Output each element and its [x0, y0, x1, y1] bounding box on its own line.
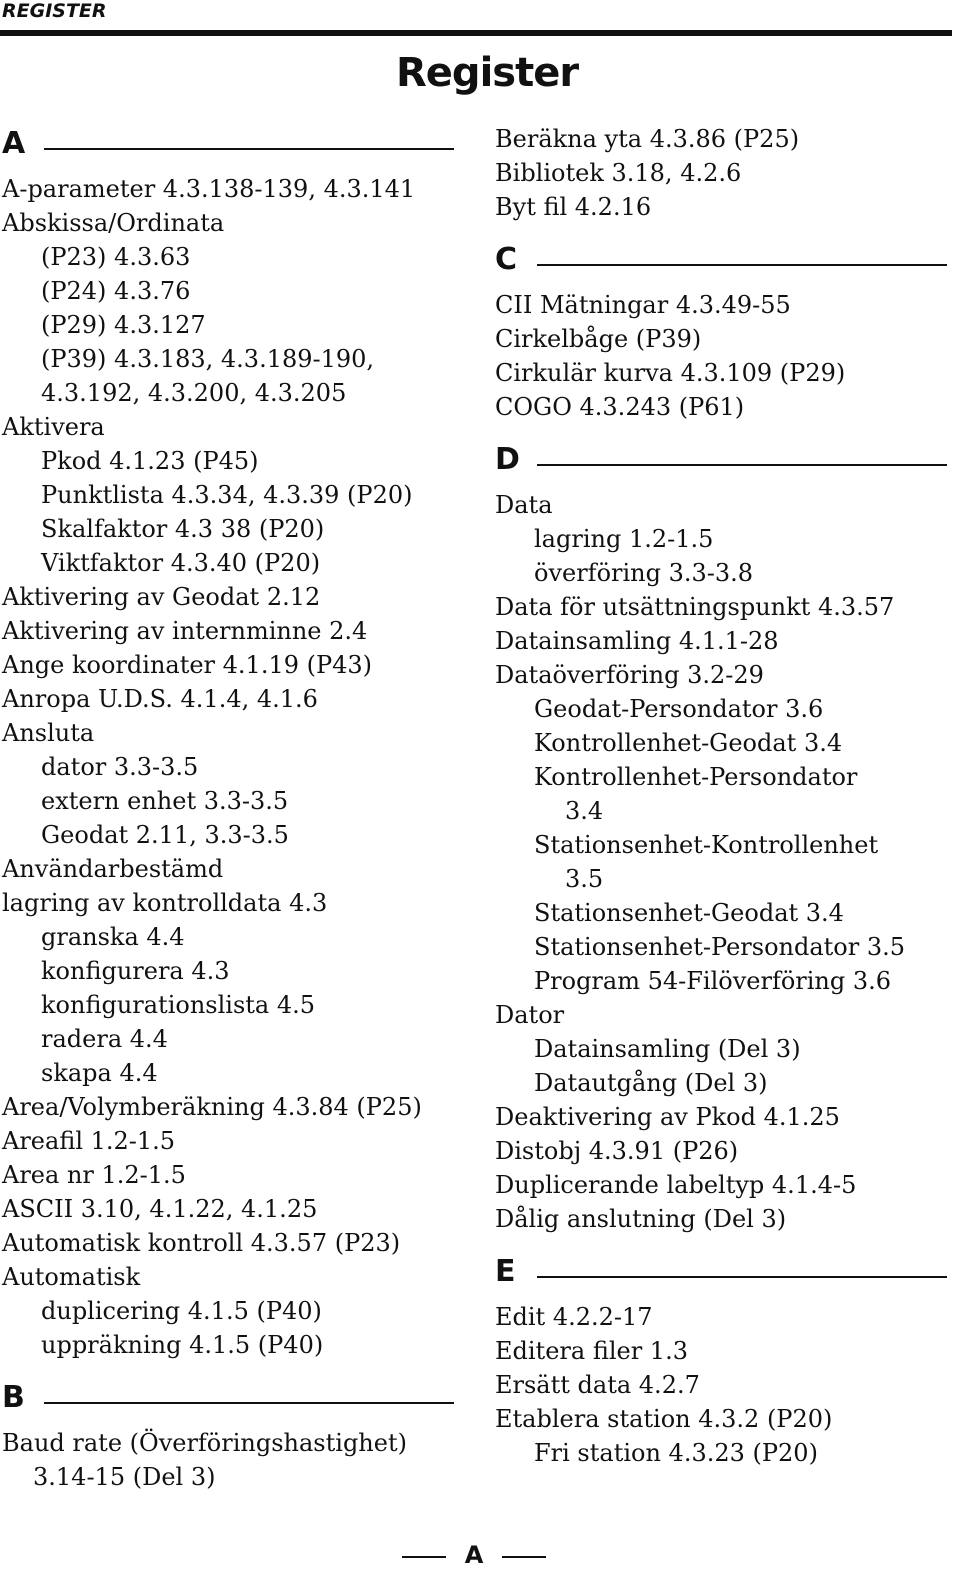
page-title: Register [396, 50, 579, 96]
section-heading-b [2, 1376, 462, 1426]
index-entry: Data för utsättningspunkt 4.3.57 [495, 593, 895, 621]
index-entry: A-parameter 4.3.138-139, 4.3.141 [2, 175, 416, 203]
section-letter: C [495, 242, 518, 277]
index-entry: Cirkelbåge (P39) [495, 325, 702, 353]
section-rule [537, 464, 947, 466]
section-rule [44, 1402, 454, 1404]
index-entry: 3.4 [565, 797, 604, 825]
index-entry: (P39) 4.3.183, 4.3.189-190, [41, 345, 375, 373]
section-rule [44, 148, 454, 150]
section-letter: D [495, 442, 520, 477]
section-heading-d [495, 438, 955, 488]
index-entry: överföring 3.3-3.8 [534, 559, 754, 587]
index-entry: Beräkna yta 4.3.86 (P25) [495, 125, 800, 153]
index-entry: Aktivera [2, 413, 105, 441]
index-entry: Stationsenhet-Kontrollenhet [534, 831, 879, 859]
section-letter: E [495, 1254, 516, 1289]
section-letter: B [2, 1380, 25, 1415]
index-entry: Automatisk [2, 1263, 141, 1291]
index-entry: Bibliotek 3.18, 4.2.6 [495, 159, 742, 187]
index-entry: Cirkulär kurva 4.3.109 (P29) [495, 359, 846, 387]
header-rule [0, 30, 952, 36]
index-entry: Datainsamling 4.1.1-28 [495, 627, 779, 655]
index-entry: Editera filer 1.3 [495, 1337, 688, 1365]
section-rule [537, 1276, 947, 1278]
index-entry: (P23) 4.3.63 [41, 243, 191, 271]
index-entry: 3.5 [565, 865, 604, 893]
index-entry: Datainsamling (Del 3) [534, 1035, 801, 1063]
index-entry: radera 4.4 [41, 1025, 168, 1053]
index-entry: Duplicerande labeltyp 4.1.4-5 [495, 1171, 857, 1199]
index-entry: Punktlista 4.3.34, 4.3.39 (P20) [41, 481, 413, 509]
index-entry: Dator [495, 1001, 565, 1029]
index-entry: Byt fil 4.2.16 [495, 193, 652, 221]
index-entry: Ange koordinater 4.1.19 (P43) [2, 651, 373, 679]
index-entry: granska 4.4 [41, 923, 185, 951]
index-entry: uppräkning 4.1.5 (P40) [41, 1331, 324, 1359]
index-entry: Skalfaktor 4.3 38 (P20) [41, 515, 325, 543]
index-entry: Stationsenhet-Geodat 3.4 [534, 899, 844, 927]
section-heading-a [2, 122, 462, 172]
index-entry: Datautgång (Del 3) [534, 1069, 768, 1097]
index-entry: Abskissa/Ordinata [2, 209, 225, 237]
index-entry: extern enhet 3.3-3.5 [41, 787, 289, 815]
index-entry: Geodat-Persondator 3.6 [534, 695, 824, 723]
index-entry: Kontrollenhet-Persondator [534, 763, 858, 791]
index-entry: Dålig anslutning (Del 3) [495, 1205, 787, 1233]
index-entry: Geodat 2.11, 3.3-3.5 [41, 821, 289, 849]
index-entry: COGO 4.3.243 (P61) [495, 393, 745, 421]
index-entry: lagring av kontrolldata 4.3 [2, 889, 328, 917]
index-entry: Anropa U.D.S. 4.1.4, 4.1.6 [2, 685, 318, 713]
index-entry: 3.14-15 (Del 3) [33, 1463, 216, 1491]
index-entry: Kontrollenhet-Geodat 3.4 [534, 729, 843, 757]
index-entry: skapa 4.4 [41, 1059, 158, 1087]
index-entry: konfigurera 4.3 [41, 957, 230, 985]
index-entry: (P24) 4.3.76 [41, 277, 191, 305]
index-entry: Ersätt data 4.2.7 [495, 1371, 700, 1399]
footer-letter: A [464, 1541, 484, 1569]
index-entry: dator 3.3-3.5 [41, 753, 199, 781]
index-entry: Ansluta [2, 719, 95, 747]
index-entry: Användarbestämd [2, 855, 224, 883]
index-entry: Aktivering av internminne 2.4 [2, 617, 368, 645]
index-entry: CII Mätningar 4.3.49-55 [495, 291, 791, 319]
section-heading-c [495, 238, 955, 288]
footer-rule-right [502, 1556, 546, 1558]
index-entry: Edit 4.2.2-17 [495, 1303, 653, 1331]
index-entry: Automatisk kontroll 4.3.57 (P23) [2, 1229, 401, 1257]
running-head: REGISTER [2, 0, 107, 22]
index-entry: Deaktivering av Pkod 4.1.25 [495, 1103, 840, 1131]
index-entry: 4.3.192, 4.3.200, 4.3.205 [41, 379, 347, 407]
index-entry: Area/Volymberäkning 4.3.84 (P25) [2, 1093, 422, 1121]
index-entry: (P29) 4.3.127 [41, 311, 206, 339]
index-entry: Baud rate (Överföringshastighet) [2, 1429, 407, 1457]
index-entry: Data [495, 491, 553, 519]
index-entry: duplicering 4.1.5 (P40) [41, 1297, 322, 1325]
index-entry: Etablera station 4.3.2 (P20) [495, 1405, 833, 1433]
index-entry: Viktfaktor 4.3.40 (P20) [41, 549, 321, 577]
index-entry: Dataöverföring 3.2-29 [495, 661, 764, 689]
footer-rule-left [402, 1556, 446, 1558]
index-entry: Pkod 4.1.23 (P45) [41, 447, 259, 475]
index-entry: Areafil 1.2-1.5 [2, 1127, 176, 1155]
section-rule [537, 264, 947, 266]
index-entry: Aktivering av Geodat 2.12 [2, 583, 321, 611]
index-entry: Area nr 1.2-1.5 [2, 1161, 186, 1189]
section-letter: A [2, 126, 26, 161]
index-entry: lagring 1.2-1.5 [534, 525, 714, 553]
index-column-right [495, 122, 955, 1470]
index-entry: Program 54-Filöverföring 3.6 [534, 967, 892, 995]
page-footer [402, 1538, 546, 1572]
index-column-left [2, 122, 462, 1494]
section-heading-e [495, 1250, 955, 1300]
index-entry: ASCII 3.10, 4.1.22, 4.1.25 [2, 1195, 318, 1223]
index-entry: konfigurationslista 4.5 [41, 991, 316, 1019]
index-entry: Distobj 4.3.91 (P26) [495, 1137, 739, 1165]
index-entry: Fri station 4.3.23 (P20) [534, 1439, 818, 1467]
index-entry: Stationsenhet-Persondator 3.5 [534, 933, 906, 961]
